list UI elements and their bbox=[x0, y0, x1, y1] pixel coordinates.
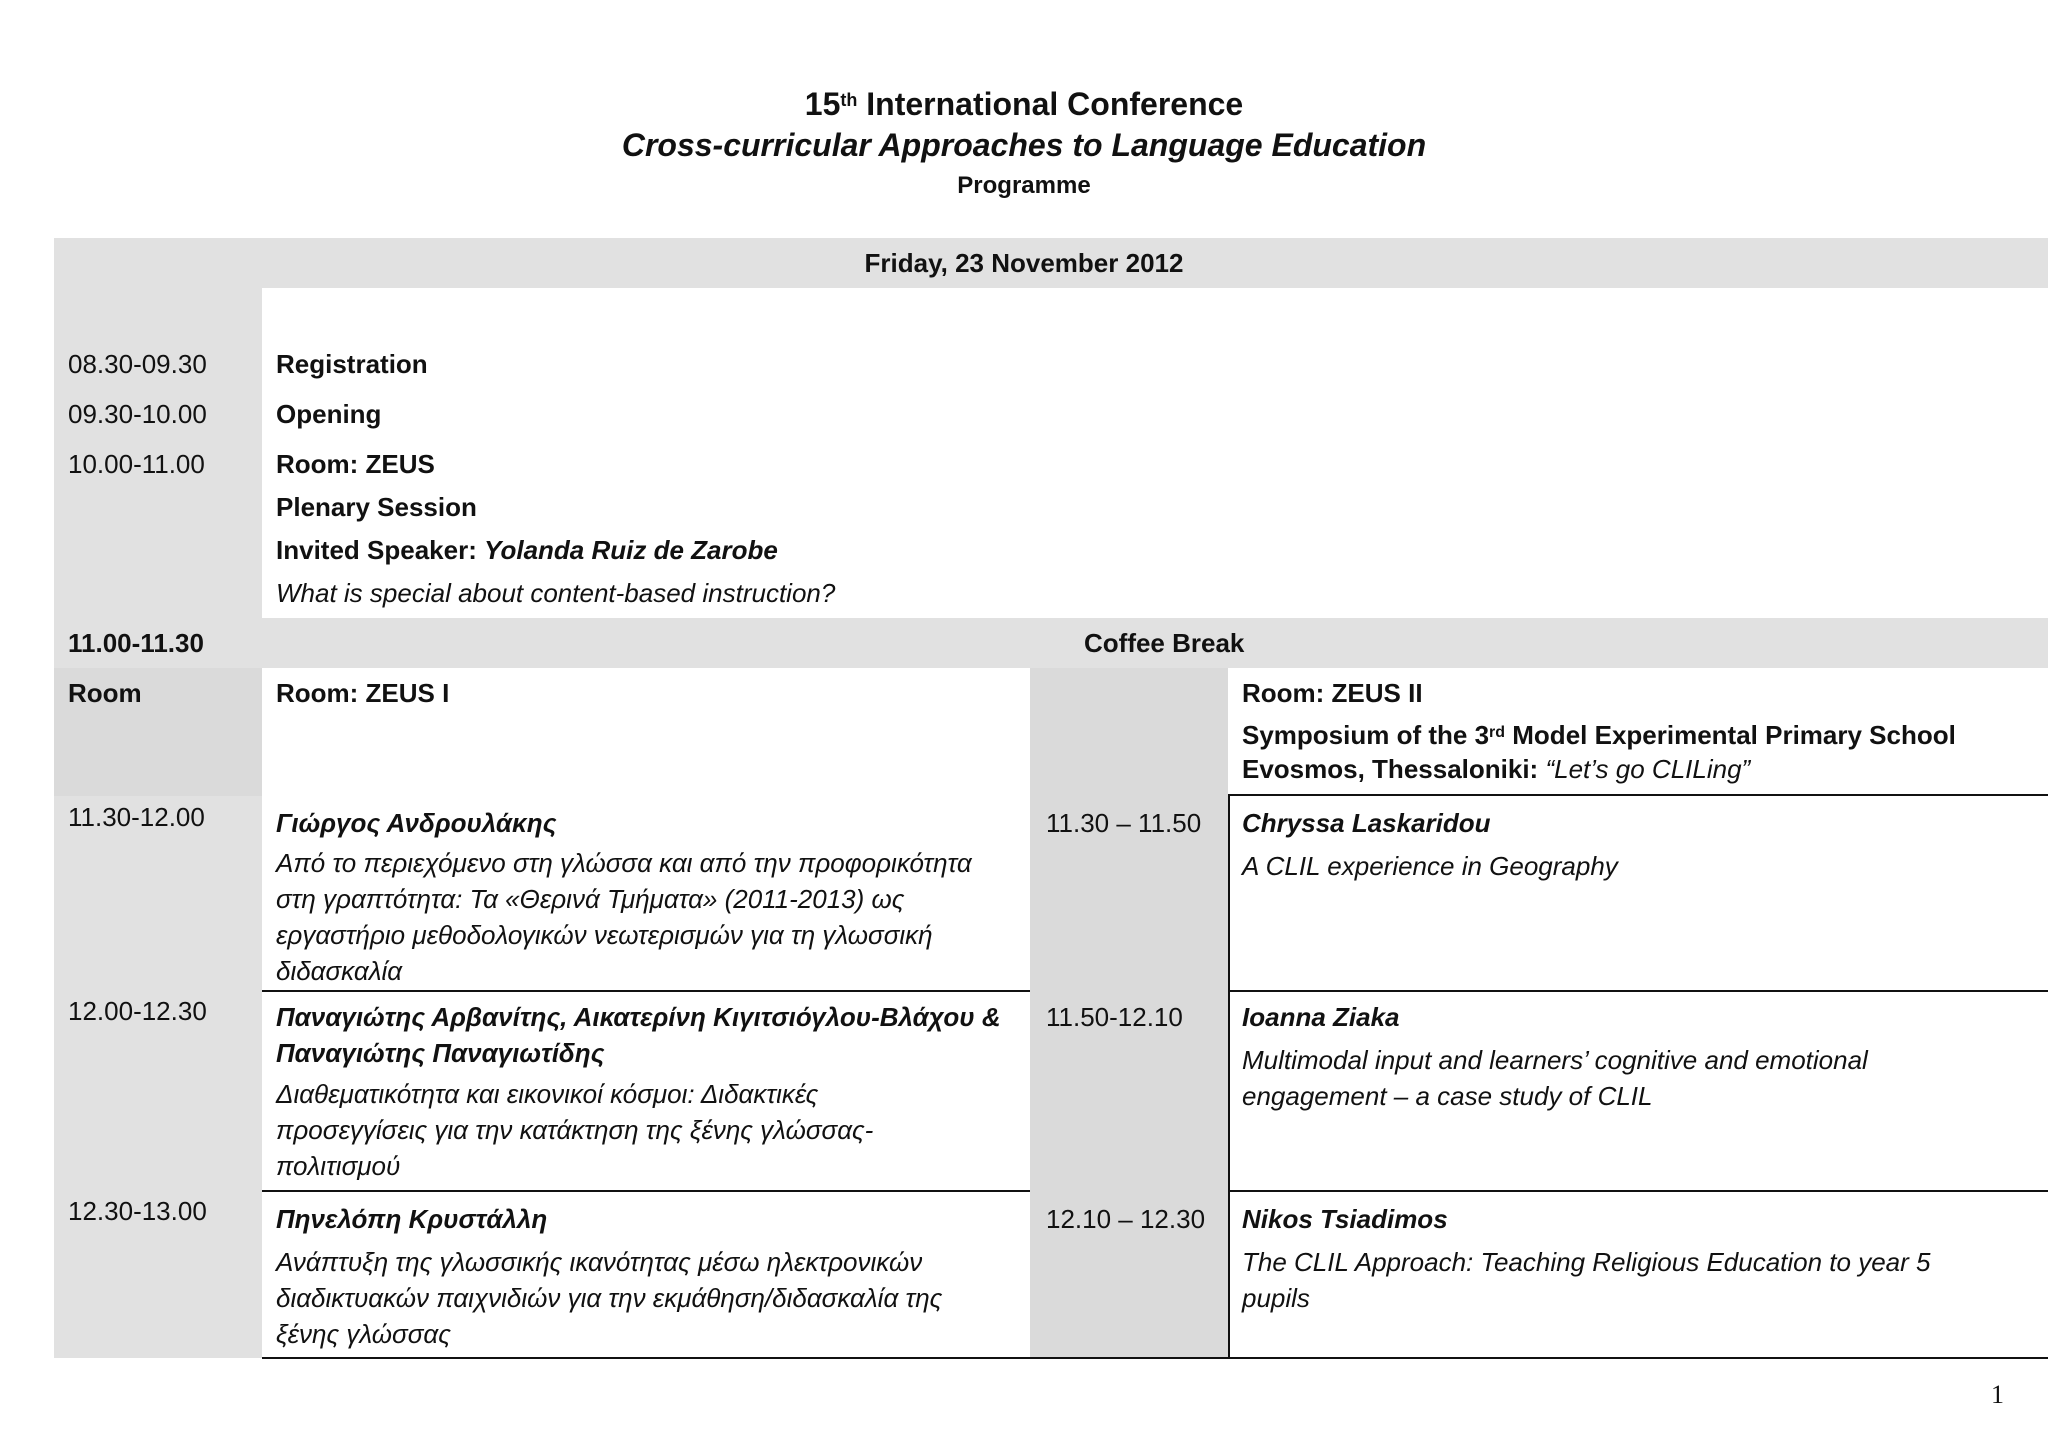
session-title-line: Multimodal input and learners’ cognitive and emotional bbox=[1242, 1045, 1868, 1075]
session-left-entry bbox=[276, 1202, 1016, 1351]
page-number: 1 bbox=[1991, 1380, 2004, 1409]
row-divider bbox=[262, 1190, 1030, 1192]
invited-speaker: Invited Speaker: Yolanda Ruiz de Zarobe bbox=[276, 535, 778, 565]
opening-label: Opening bbox=[276, 399, 382, 429]
session-right-entry bbox=[1242, 806, 1954, 883]
session-right-time: 11.50-12.10 bbox=[1046, 1002, 1183, 1032]
room-column-label: Room bbox=[68, 678, 142, 708]
session-title-line: προσεγγίσεις για την κατάκτηση της ξένης γλώσσας- bbox=[276, 1115, 874, 1145]
session-author: Πηνελόπη Κρυστάλλη bbox=[276, 1204, 548, 1234]
day-heading: Friday, 23 November 2012 bbox=[864, 248, 1184, 278]
session-time: 12.00-12.30 bbox=[68, 996, 207, 1026]
session-right-entry bbox=[1242, 1000, 1952, 1113]
morning-time: 08.30-09.30 bbox=[68, 349, 207, 379]
session-title-line: engagement – a case study of CLIL bbox=[1242, 1081, 1653, 1111]
session-author: Nikos Tsiadimos bbox=[1242, 1204, 1448, 1234]
session-author: Παναγιώτης Αρβανίτης, Αικατερίνη Κιγιτσιόγλου-Βλάχου & bbox=[276, 1002, 1001, 1032]
session-right-entry bbox=[1242, 1202, 1954, 1315]
plenary-room: Room: ZEUS bbox=[276, 449, 435, 479]
session-author: Ioanna Ziaka bbox=[1242, 1002, 1400, 1032]
plenary-talk-title: What is special about content-based instruction? bbox=[276, 578, 836, 608]
right-room-name: Room: ZEUS II bbox=[1242, 678, 1423, 708]
session-title-line: A CLIL experience in Geography bbox=[1242, 851, 1618, 881]
column-divider bbox=[1228, 794, 1230, 1359]
session-title-line: Διαθεματικότητα και εικονικοί κόσμοι: Διδακτικές bbox=[276, 1079, 819, 1109]
session-right-time: 12.10 – 12.30 bbox=[1046, 1204, 1206, 1234]
session-author: Παναγιώτης Παναγιωτίδης bbox=[276, 1038, 605, 1068]
session-title-line: ξένης γλώσσας bbox=[276, 1319, 451, 1349]
row-divider bbox=[1230, 794, 2048, 796]
session-title-line: The CLIL Approach: Teaching Religious Education to year 5 bbox=[1242, 1247, 1931, 1277]
registration-label: Registration bbox=[276, 349, 428, 379]
conference-subtitle: Cross-curricular Approaches to Language Education bbox=[621, 127, 1427, 163]
left-room-name: Room: ZEUS I bbox=[276, 678, 450, 708]
session-author: Γιώργος Ανδρουλάκης bbox=[276, 808, 557, 838]
session-title-line: Ανάπτυξη της γλωσσικής ικανότητας μέσω ηλεκτρονικών bbox=[276, 1247, 923, 1277]
row-divider bbox=[1230, 1190, 2048, 1192]
session-title-line: Από το περιεχόμενο στη γλώσσα και από την προφορικότητα bbox=[276, 848, 972, 878]
session-title-line: στη γραπτότητα: Τα «Θερινά Τμήματα» (2011-2013) ως bbox=[276, 884, 905, 914]
session-title-line: pupils bbox=[1242, 1283, 1310, 1313]
morning-time: 10.00-11.00 bbox=[68, 449, 205, 479]
coffee-break-bar bbox=[54, 618, 2048, 668]
morning-time: 09.30-10.00 bbox=[68, 399, 207, 429]
symposium-title: Symposium of the 3rd Model Experimental Primary School bbox=[1242, 720, 1956, 750]
session-title-line: πολιτισμού bbox=[276, 1151, 401, 1181]
session-title-line: διδασκαλία bbox=[276, 956, 403, 986]
coffee-break-label: Coffee Break bbox=[1084, 628, 1245, 658]
right-room-block bbox=[1242, 676, 1956, 786]
plenary-block bbox=[276, 447, 835, 610]
time-column-sessions bbox=[54, 796, 262, 1358]
session-right-time: 11.30 – 11.50 bbox=[1046, 808, 1202, 838]
session-left-entry bbox=[276, 806, 1016, 988]
plenary-session-label: Plenary Session bbox=[276, 492, 477, 522]
table-bottom-rule bbox=[262, 1357, 2048, 1359]
session-time: 11.30-12.00 bbox=[68, 802, 205, 832]
session-left-entry bbox=[276, 1000, 1016, 1183]
conference-title: 15th International Conference bbox=[804, 86, 1244, 122]
session-time: 12.30-13.00 bbox=[68, 1196, 207, 1226]
row-divider bbox=[262, 990, 1030, 992]
session-author: Chryssa Laskaridou bbox=[1242, 808, 1491, 838]
coffee-time: 11.00-11.30 bbox=[68, 628, 204, 658]
row-divider bbox=[1230, 990, 2048, 992]
programme-heading: Programme bbox=[957, 172, 1091, 199]
session-title-line: εργαστήριο μεθοδολογικών νεωτερισμών για τη γλωσσική bbox=[276, 920, 933, 950]
symposium-subtitle: Evosmos, Thessaloniki: “Let’s go CLILing” bbox=[1242, 754, 1751, 784]
session-title-line: διαδικτυακών παιχνιδιών για την εκμάθηση/διδασκαλία της bbox=[276, 1283, 943, 1313]
